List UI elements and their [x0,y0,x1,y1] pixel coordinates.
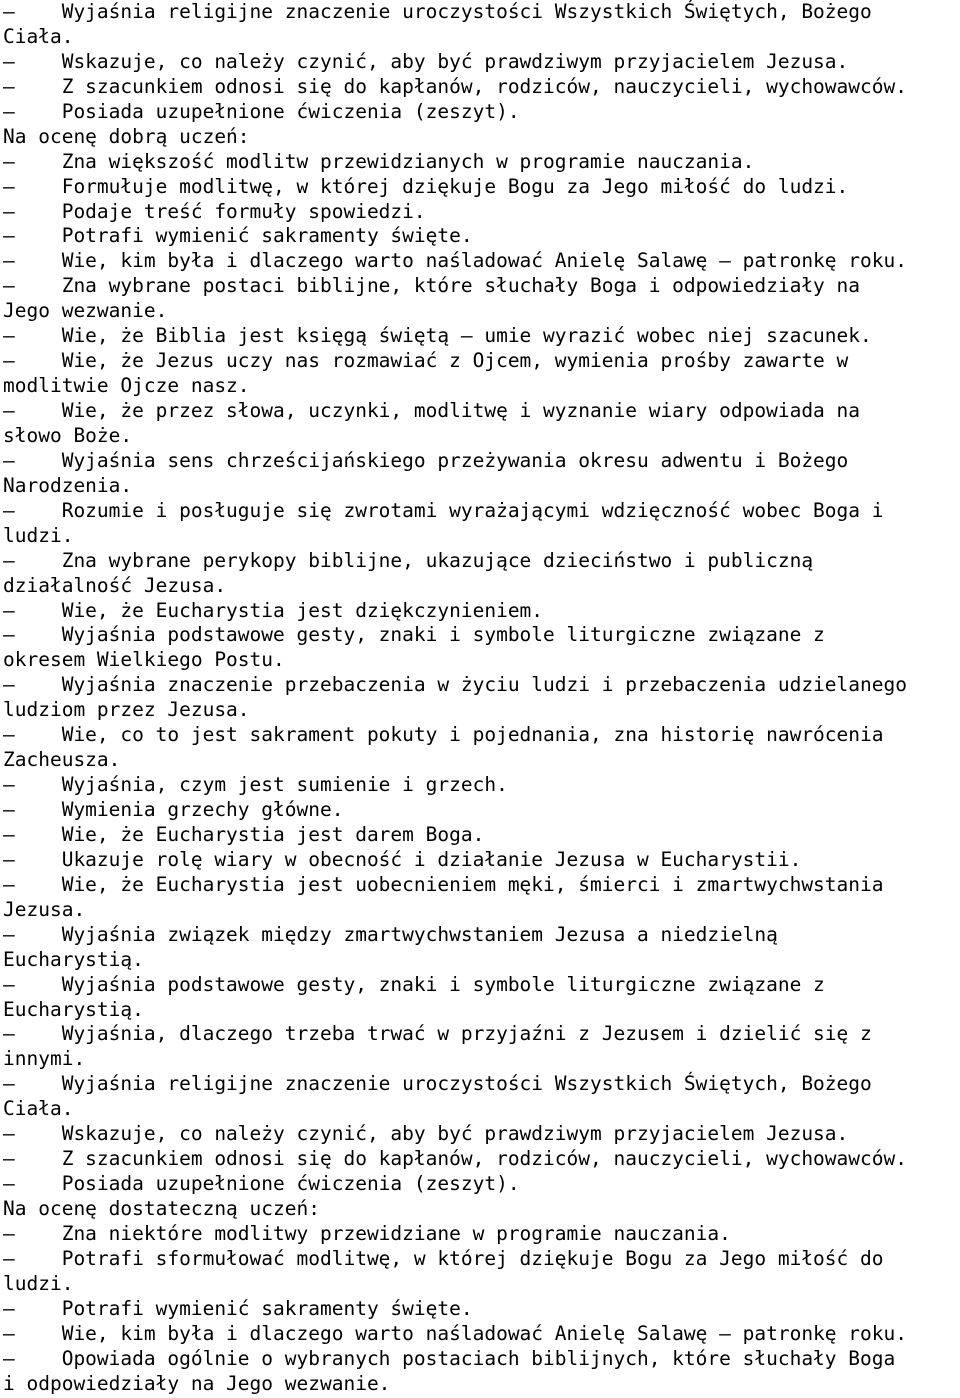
list-item: – Z szacunkiem odnosi się do kapłanów, rodziców, nauczycieli, wychowawców. [3,74,907,98]
list-item: – Wyjaśnia, dlaczego trzeba trwać w przyjaźni z Jezusem i dzielić się z [3,1022,872,1046]
list-item: – Potrafi wymienić sakramenty święte. [3,1296,473,1320]
list-item: – Wymienia grzechy główne. [3,798,344,821]
list-item: – Wyjaśnia podstawowe gesty, znaki i symbole liturgiczne związane z [3,972,825,996]
list-item-continuation: Jezusa. [3,897,86,921]
list-item: – Wie, że Biblia jest księgą świętą – umie wyrazić wobec niej szacunek. [3,324,872,348]
list-item: – Wie, że Eucharystia jest darem Boga. [3,822,485,846]
list-item: – Wyjaśnia podstawowe gesty, znaki i symbole liturgiczne związane z [3,623,825,647]
list-item: – Posiada uzupełnione ćwiczenia (zeszyt). [3,1172,520,1196]
list-item: – Zna niektóre modlitwy przewidziane w programie nauczania. [3,1221,731,1245]
list-item: – Wie, że Eucharystia jest dziękczynieniem. [3,598,544,622]
list-item: – Wie, że Jezus uczy nas rozmawiać z Ojcem, wymienia prośby zawarte w [3,349,849,373]
list-item: – Posiada uzupełnione ćwiczenia (zeszyt). [3,99,520,123]
list-item: – Wyjaśnia, czym jest sumienie i grzech. [3,773,508,797]
grade-heading: Na ocenę dostateczną uczeń: [3,1197,320,1220]
list-item-continuation: działalność Jezusa. [3,573,227,597]
list-item: – Wie, że Eucharystia jest uobecnieniem męki, śmierci i zmartwychwstania [3,872,884,896]
list-item: – Zna większość modlitw przewidzianych w programie nauczania. [3,149,755,173]
list-item-continuation: Ciała. [3,1097,74,1121]
list-item: – Podaje treść formuły spowiedzi. [3,199,426,223]
grade-heading: Na ocenę dobrą uczeń: [3,124,250,148]
list-item: – Opowiada ogólnie o wybranych postaciach biblijnych, które słuchały Boga [3,1346,896,1370]
list-item-continuation: Eucharystią. [3,947,144,971]
list-item-continuation: ludzi. [3,523,74,547]
list-item: – Wie, kim była i dlaczego warto naśladować Anielę Salawę – patronkę roku. [3,249,907,273]
list-item-continuation: Ciała. [3,24,74,48]
list-item: – Wyjaśnia sens chrześcijańskiego przeżywania okresu adwentu i Bożego [3,448,849,472]
list-item: – Ukazuje rolę wiary w obecność i działanie Jezusa w Eucharystii. [3,847,802,871]
list-item-continuation: słowo Boże. [3,423,133,447]
list-item-continuation: okresem Wielkiego Postu. [3,648,285,672]
list-item: – Zna wybrane postaci biblijne, które słuchały Boga i odpowiedziały na [3,274,861,298]
list-item-continuation: Eucharystią. [3,997,144,1021]
list-item-continuation: ludzi. [3,1271,74,1295]
list-item: – Wyjaśnia religijne znaczenie uroczystości Wszystkich Świętych, Bożego [3,0,872,23]
list-item: – Potrafi sformułować modlitwę, w której dziękuje Bogu za Jego miłość do [3,1246,884,1270]
list-item: – Potrafi wymienić sakramenty święte. [3,224,473,248]
list-item-continuation: modlitwie Ojcze nasz. [3,374,250,398]
list-item: – Wyjaśnia znaczenie przebaczenia w życiu ludzi i przebaczenia udzielanego [3,673,907,697]
list-item: – Wyjaśnia religijne znaczenie uroczystości Wszystkich Świętych, Bożego [3,1072,872,1096]
list-item: – Wyjaśnia związek między zmartwychwstaniem Jezusa a niedzielną [3,922,778,946]
list-item: – Rozumie i posługuje się zwrotami wyrażającymi wdzięczność wobec Boga i [3,498,884,522]
list-item-continuation: Jego wezwanie. [3,299,168,323]
list-item-continuation: Narodzenia. [3,473,133,497]
list-item: – Wie, że przez słowa, uczynki, modlitwę i wyznanie wiary odpowiada na [3,399,861,422]
list-item: – Formułuje modlitwę, w której dziękuje Bogu za Jego miłość do ludzi. [3,174,849,198]
list-item: – Wskazuje, co należy czynić, aby być prawdziwym przyjacielem Jezusa. [3,1122,849,1146]
list-item: – Wie, co to jest sakrament pokuty i pojednania, zna historię nawrócenia [3,723,884,747]
list-item-continuation: Zacheusza. [3,748,121,772]
list-item-continuation: ludziom przez Jezusa. [3,698,250,722]
list-item: – Wskazuje, co należy czynić, aby być prawdziwym przyjacielem Jezusa. [3,49,849,73]
list-item: – Zna wybrane perykopy biblijne, ukazujące dzieciństwo i publiczną [3,548,814,572]
list-item: – Wie, kim była i dlaczego warto naśladować Anielę Salawę – patronkę roku. [3,1321,907,1345]
list-item: – Z szacunkiem odnosi się do kapłanów, rodziców, nauczycieli, wychowawców. [3,1147,907,1171]
list-item-continuation: i odpowiedziały na Jego wezwanie. [3,1371,391,1395]
list-item-continuation: innymi. [3,1047,86,1071]
